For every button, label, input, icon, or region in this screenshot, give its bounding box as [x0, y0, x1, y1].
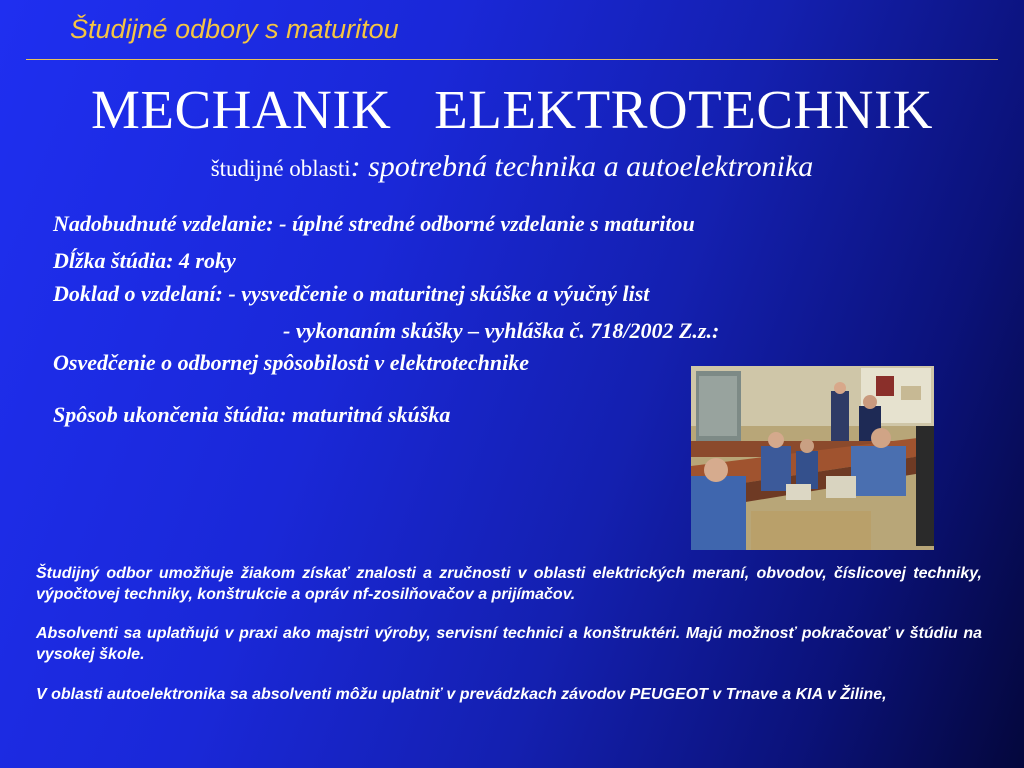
program-title: MECHANIK ELEKTROTECHNIK — [91, 79, 933, 140]
subtitle-label: študijné oblasti — [210, 156, 351, 181]
completion-line: Spôsob ukončenia štúdia: maturitná skúška — [53, 402, 451, 427]
duration-line: Dĺžka štúdia: 4 roky — [53, 248, 236, 273]
classroom-photo — [691, 366, 934, 550]
education-line: Nadobudnuté vzdelanie: - úplné stredné odborné vzdelanie s maturitou — [53, 211, 695, 236]
description-paragraph-3: V oblasti autoelektronika sa absolventi môžu uplatniť v prevádzkach závodov PEUGEOT v Trnave a KIA v Žiline, — [36, 686, 887, 703]
slide-header-title: Študijné odbory s maturitou — [70, 14, 399, 44]
subtitle-value: : spotrebná technika a autoelektronika — [350, 150, 814, 183]
description-paragraph-2: Absolventi sa uplatňujú v praxi ako majstri výroby, servisní technici a konštruktéri. Majú možnosť pokračovať v štúdiu na vysokej škole. — [36, 625, 982, 663]
header-divider — [26, 59, 998, 60]
document-line: Doklad o vzdelaní: - vysvedčenie o maturitnej skúške a výučný list — [53, 281, 650, 306]
certificate-line: Osvedčenie o odbornej spôsobilosti v elektrotechnike — [53, 350, 529, 375]
document-line-continued: - vykonaním skúšky – vyhláška č. 718/2002 Z.z.: — [283, 318, 720, 343]
description-paragraph-1: Študijný odbor umožňuje žiakom získať znalosti a zručnosti v oblasti elektrických meraní, obvodov, číslicovej techniky, výpočtovej techniky, konštrukcie a opráv nf-zosilňovačov a prijímačov. — [36, 565, 982, 603]
program-subtitle — [0, 150, 1024, 184]
